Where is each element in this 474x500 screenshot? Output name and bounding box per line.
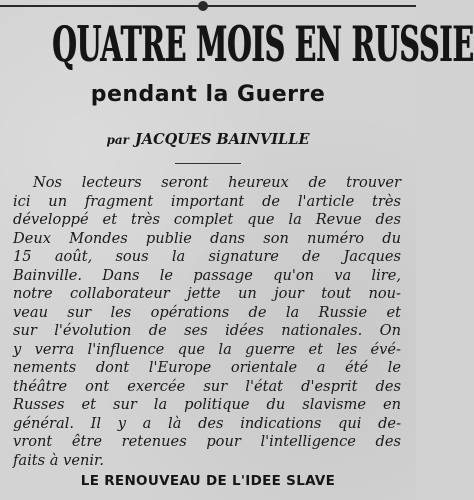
body-line: notre collaborateur jette un jour tout nou-	[13, 285, 401, 302]
section-title: LE RENOUVEAU DE L'IDEE SLAVE	[80, 473, 336, 489]
article-byline	[0, 130, 416, 150]
body-line: 15 août, sous la signature de Jacques	[13, 248, 401, 265]
body-line: vront être retenues pour l'intelligence des	[13, 433, 401, 450]
byline-divider	[175, 163, 241, 164]
byline-author: JACQUES BAINVILLE	[134, 131, 310, 148]
body-line: théâtre ont exercée sur l'état d'esprit des	[13, 377, 401, 395]
body-line: sur l'évolution de ses idées nationales. On	[13, 322, 401, 339]
article-body	[13, 174, 401, 470]
body-line: général. Il y a là des indications qui de-	[13, 414, 401, 432]
article-headline: QUATRE MOIS EN RUSSIE	[52, 16, 474, 74]
article-subheadline: pendant la Guerre	[90, 82, 326, 107]
body-line: Bainville. Dans le passage qu'on va lire,	[13, 266, 401, 284]
byline-prefix: par	[106, 133, 129, 147]
body-line: faits à venir.	[13, 451, 105, 469]
body-line: ici un fragment important de l'article très	[13, 192, 401, 210]
body-line: y verra l'influence que la guerre et les évé-	[13, 340, 401, 358]
body-line: veau sur les opérations de la Russie et	[13, 303, 401, 321]
body-line: nements dont l'Europe orientale a été le	[13, 359, 401, 376]
body-line: Nos lecteurs seront heureux de trouver	[33, 174, 401, 191]
body-line: développé et très complet que la Revue des	[13, 211, 401, 228]
body-line: Deux Mondes publie dans son numéro du	[13, 229, 401, 247]
body-line: Russes et sur la politique du slavisme en	[13, 396, 401, 413]
